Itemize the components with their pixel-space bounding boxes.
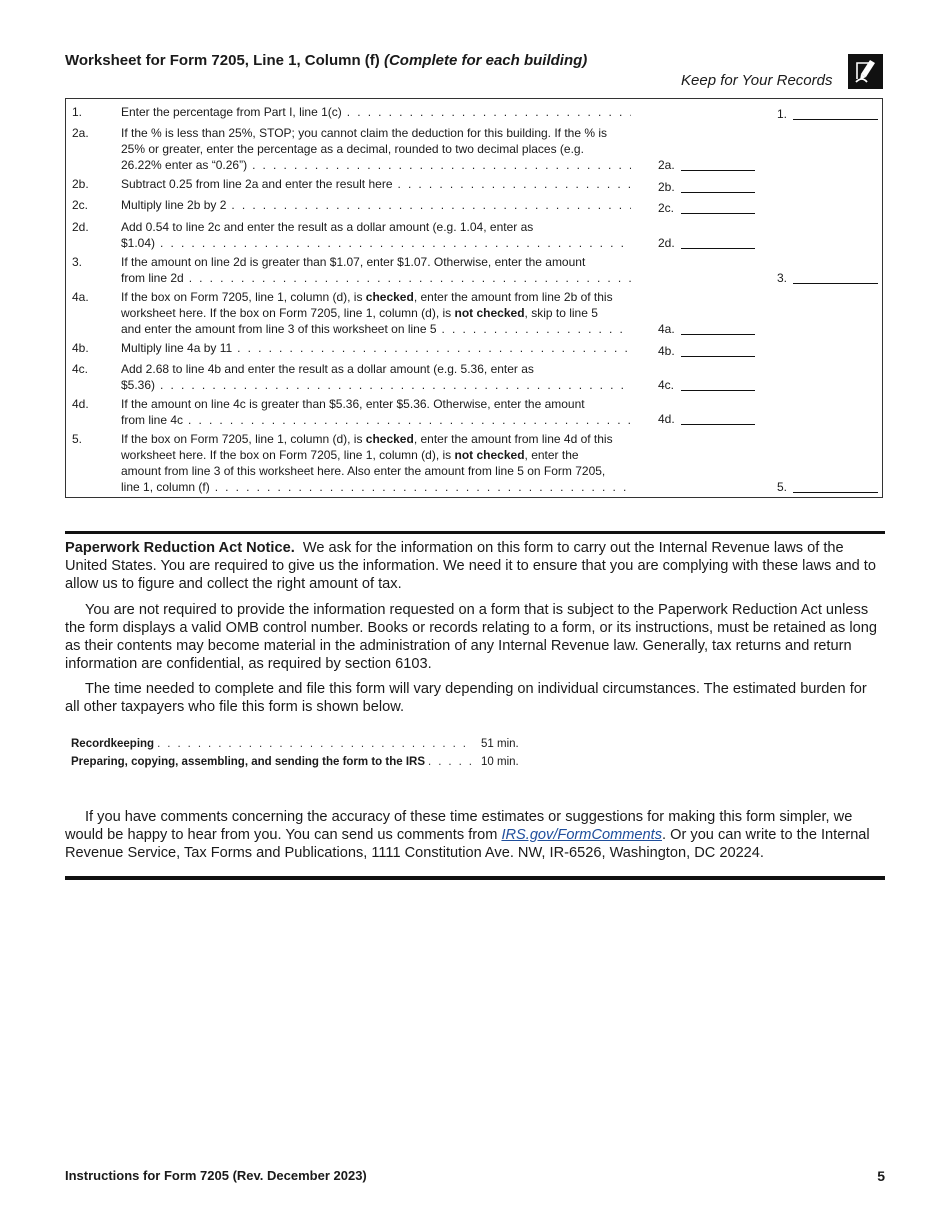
form-comments-link[interactable]: IRS.gov/FormComments <box>501 827 663 843</box>
line-2c-entry[interactable] <box>681 200 755 214</box>
line-4c-ref: 4c. <box>658 378 675 392</box>
worksheet-title: Worksheet for Form 7205, Line 1, Column (f) (Complete for each building) <box>65 52 588 69</box>
line-2c-ref: 2c. <box>658 201 675 215</box>
line-2b-ref: 2b. <box>658 180 675 194</box>
line-number: 4a. <box>72 290 89 304</box>
line-2d-ref: 2d. <box>658 236 675 250</box>
worksheet-box <box>65 98 883 498</box>
line-5-text: If the box on Form 7205, line 1, column (d), is checked, enter the amount from line 4d of this worksheet here. If the box on Form 7205, line 1, column (d), is not checked, enter the amount from line 3 of this worksheet here. Also enter the amount from line 5 on Form 7205, line 1, column (f) . . . <box>121 431 631 495</box>
line-4a-text: If the box on Form 7205, line 1, column (d), is checked, enter the amount from line 2b of this worksheet here. If the box on Form 7205, line 1, column (d), is not checked, skip to line 5 and enter the amount from line 3 of this worksheet on line 5 . . . <box>121 289 631 337</box>
line-4d-ref: 4d. <box>658 412 675 426</box>
line-3-ref: 3. <box>777 271 788 285</box>
line-2b-text: Subtract 0.25 from line 2a and enter the result here . . . <box>121 176 631 192</box>
line-2d-text: Add 0.54 to line 2c and enter the result as a dollar amount (e.g. 1.04, enter as $1.04) . . . <box>121 219 631 251</box>
burden-row: Preparing, copying, assembling, and sending the form to the IRS . . . 10 min. <box>71 753 531 771</box>
line-2b-entry[interactable] <box>681 179 755 193</box>
keep-for-records-label: Keep for Your Records <box>681 72 833 89</box>
line-2d-entry[interactable] <box>681 235 755 249</box>
line-number: 5. <box>72 432 83 446</box>
line-2c-text: Multiply line 2b by 2 . . . <box>121 197 631 213</box>
line-1-text: Enter the percentage from Part I, line 1(c) . . . <box>121 104 631 120</box>
line-4b-text: Multiply line 4a by 11 . . . <box>121 340 631 356</box>
line-4b-ref: 4b. <box>658 344 675 358</box>
burden-row: Recordkeeping . . . 51 min. <box>71 735 531 753</box>
footer-form-title: Instructions for Form 7205 (Rev. December 2023) <box>65 1168 367 1183</box>
paperwork-paragraph-2: You are not required to provide the information requested on a form that is subject to the Paperwork Reduction Act unless the form displays a valid OMB control number. Books or records relating to a form, or its instructions, must be retained as long as their contents may become material in the administration of any Internal Revenue law. Generally, tax returns and return information are confidential, as required by section 6103. <box>65 602 877 672</box>
line-1-ref: 1. <box>777 107 788 121</box>
line-3-text: If the amount on line 2d is greater than $1.07, enter $1.07. Otherwise, enter the amount from line 2d . . . <box>121 254 631 286</box>
line-number: 4c. <box>72 362 89 376</box>
line-2a-text: If the % is less than 25%, STOP; you cannot claim the deduction for this building. If the % is 25% or greater, enter the percentage as a decimal, rounded to two decimal places (e.g. 26.22% enter as “0.26”) . . . <box>121 125 631 173</box>
section-rule-top <box>65 531 885 534</box>
line-4c-entry[interactable] <box>681 377 755 391</box>
line-1-entry[interactable] <box>793 106 878 120</box>
paperwork-paragraph-3: The time needed to complete and file this form will vary depending on individual circumstances. The estimated burden for all other taxpayers who file this form is shown below. <box>65 681 867 715</box>
paperwork-paragraph-1: Paperwork Reduction Act Notice. We ask for the information on this form to carry out the Internal Revenue laws of the United States. You are required to give us the information. We need it to ensure that you are complying with these laws and to allow us to figure and collect the right amount of tax. <box>65 540 876 592</box>
section-rule-bottom <box>65 876 885 880</box>
line-4d-text: If the amount on line 4c is greater than $5.36, enter $5.36. Otherwise, enter the amount from line 4c . . . <box>121 396 631 428</box>
line-number: 2c. <box>72 198 89 212</box>
line-number: 2d. <box>72 220 89 234</box>
line-2a-ref: 2a. <box>658 158 675 172</box>
paperwork-paragraph-4: If you have comments concerning the accuracy of these time estimates or suggestions for making this form simpler, we would be happy to hear from you. You can send us comments from IRS.gov/FormComments. Or you can write to the Internal Revenue Service, Tax Forms and Publications, 1111 Constitution Ave. NW, IR-6526, Washington, DC 20224. <box>65 809 870 861</box>
line-4a-ref: 4a. <box>658 322 675 336</box>
burden-table <box>71 735 531 771</box>
line-number: 4b. <box>72 341 89 355</box>
line-4b-entry[interactable] <box>681 343 755 357</box>
line-2a-entry[interactable] <box>681 157 755 171</box>
line-4d-entry[interactable] <box>681 411 755 425</box>
line-number: 2a. <box>72 126 89 140</box>
line-4c-text: Add 2.68 to line 4b and enter the result as a dollar amount (e.g. 5.36, enter as $5.36) . . . <box>121 361 631 393</box>
line-4a-entry[interactable] <box>681 321 755 335</box>
line-5-entry[interactable] <box>793 479 878 493</box>
pencil-on-paper-icon <box>848 54 883 89</box>
line-5-ref: 5. <box>777 480 788 494</box>
line-number: 3. <box>72 255 83 269</box>
line-number: 4d. <box>72 397 89 411</box>
line-number: 2b. <box>72 177 89 191</box>
page-number: 5 <box>877 1168 885 1184</box>
line-number: 1. <box>72 105 83 119</box>
line-3-entry[interactable] <box>793 270 878 284</box>
